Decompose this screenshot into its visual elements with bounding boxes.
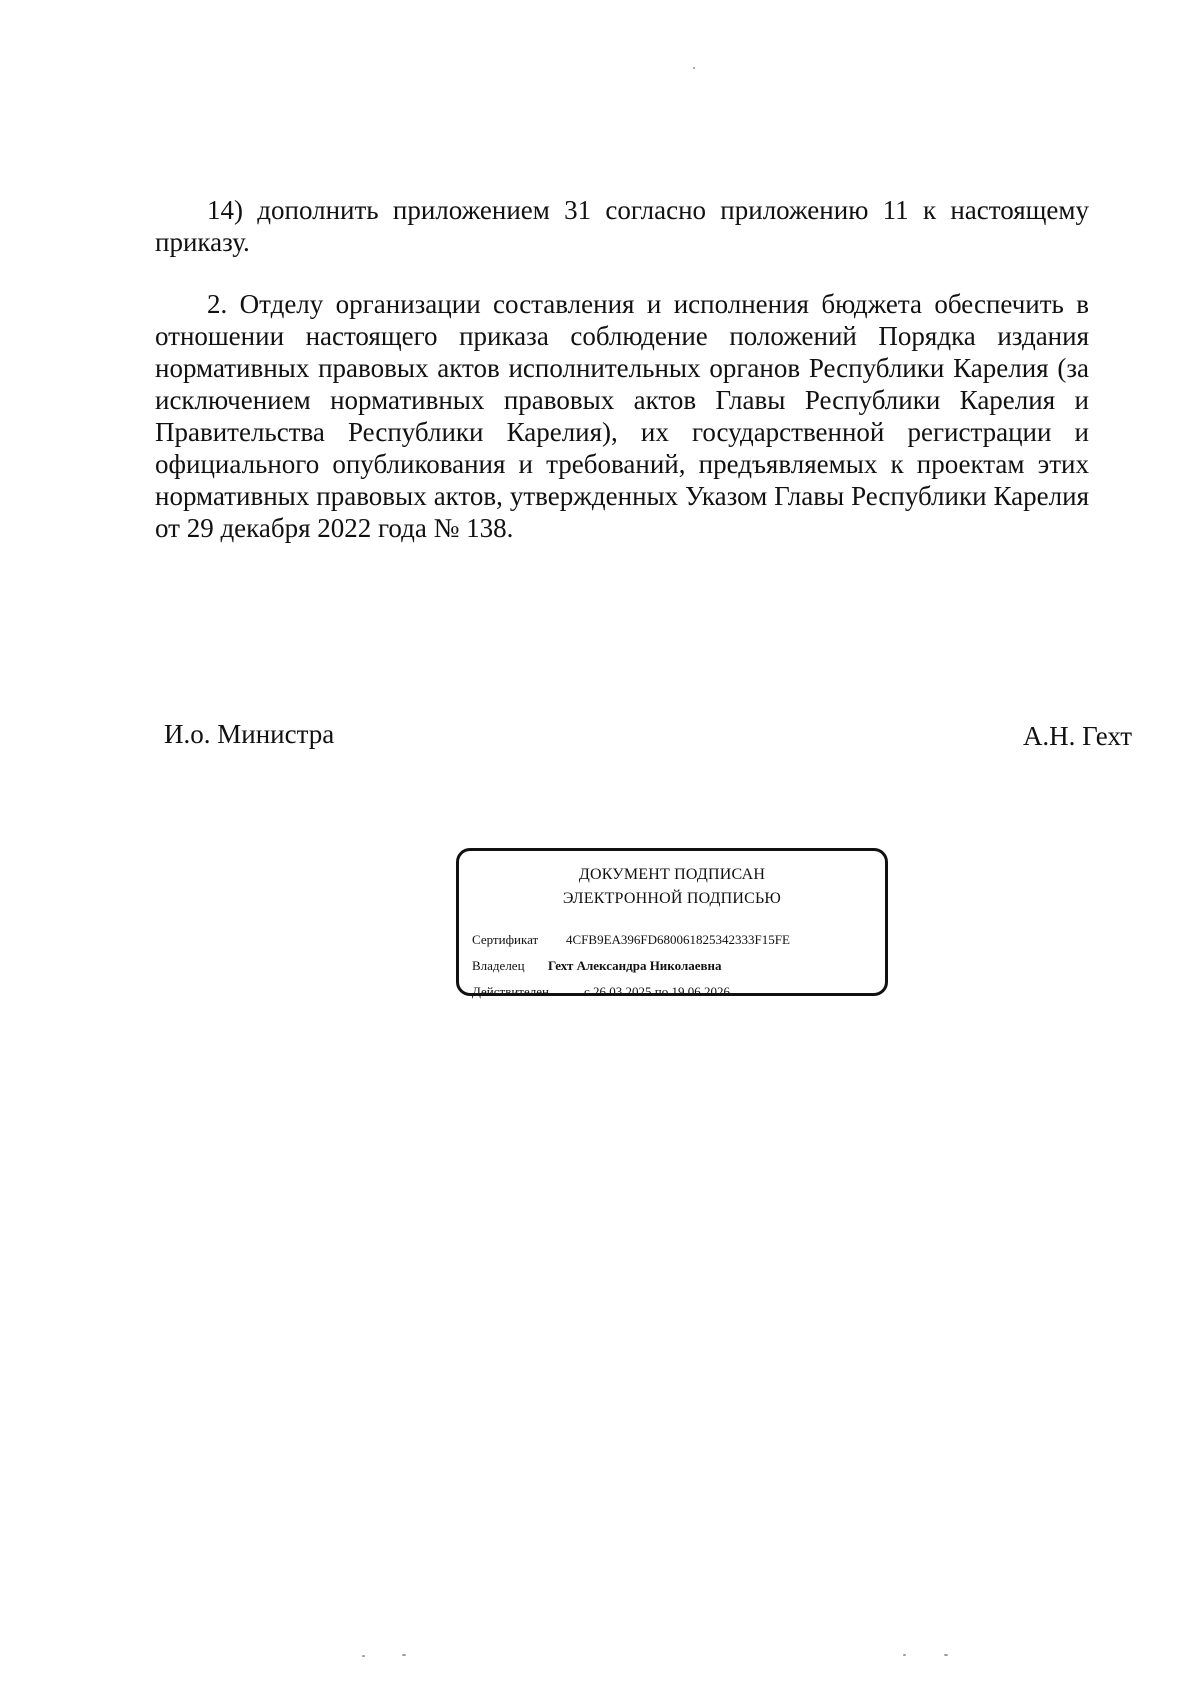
- validity-value: с 26.03.2025 по 19.06.2026: [584, 984, 730, 999]
- stamp-heading-line-2: ЭЛЕКТРОННОЙ ПОДПИСЬЮ: [562, 890, 782, 907]
- owner-label: Владелец: [472, 958, 525, 973]
- owner-value: Гехт Александра Николаевна: [548, 958, 722, 973]
- signatory-position: И.о. Министра: [164, 719, 335, 749]
- scan-speck: [693, 67, 695, 69]
- scan-speck: [903, 1654, 906, 1656]
- signatory-name: А.Н. Гехт: [1022, 721, 1132, 751]
- stamp-certificate-row: [472, 931, 790, 949]
- paragraph-item-2: 2. Отделу организации составления и исполнения бюджета обеспечить в отношении настоящего приказа соблюдение положений Порядка издания нормативных правовых актов исполнительных органов Республики Карелия (за исключением нормативных правовых актов Главы Республики Карелия и Правительства Республики Карелия), их государственной регистрации и официального опубликования и требований, предъявляемых к проектам этих нормативных правовых актов, утвержденных Указом Главы Республики Карелия от 29 декабря 2022 года № 138.: [155, 289, 1089, 543]
- stamp-heading: [459, 863, 885, 911]
- electronic-signature-stamp: [456, 848, 888, 999]
- scan-speck: [362, 1655, 365, 1657]
- scan-speck: [944, 1654, 948, 1656]
- validity-label: Действителен: [472, 984, 549, 999]
- stamp-owner-row: [472, 957, 722, 975]
- paragraph-item-14: 14) дополнить приложением 31 согласно приложению 11 к настоящему приказу.: [155, 195, 1089, 257]
- stamp-validity-row: [472, 983, 730, 1001]
- certificate-label: Сертификат: [472, 932, 539, 947]
- stamp-heading-line-1: ДОКУМЕНТ ПОДПИСАН: [578, 866, 766, 883]
- certificate-value: 4CFB9EA396FD680061825342333F15FE: [566, 932, 790, 947]
- scan-speck: [402, 1654, 406, 1656]
